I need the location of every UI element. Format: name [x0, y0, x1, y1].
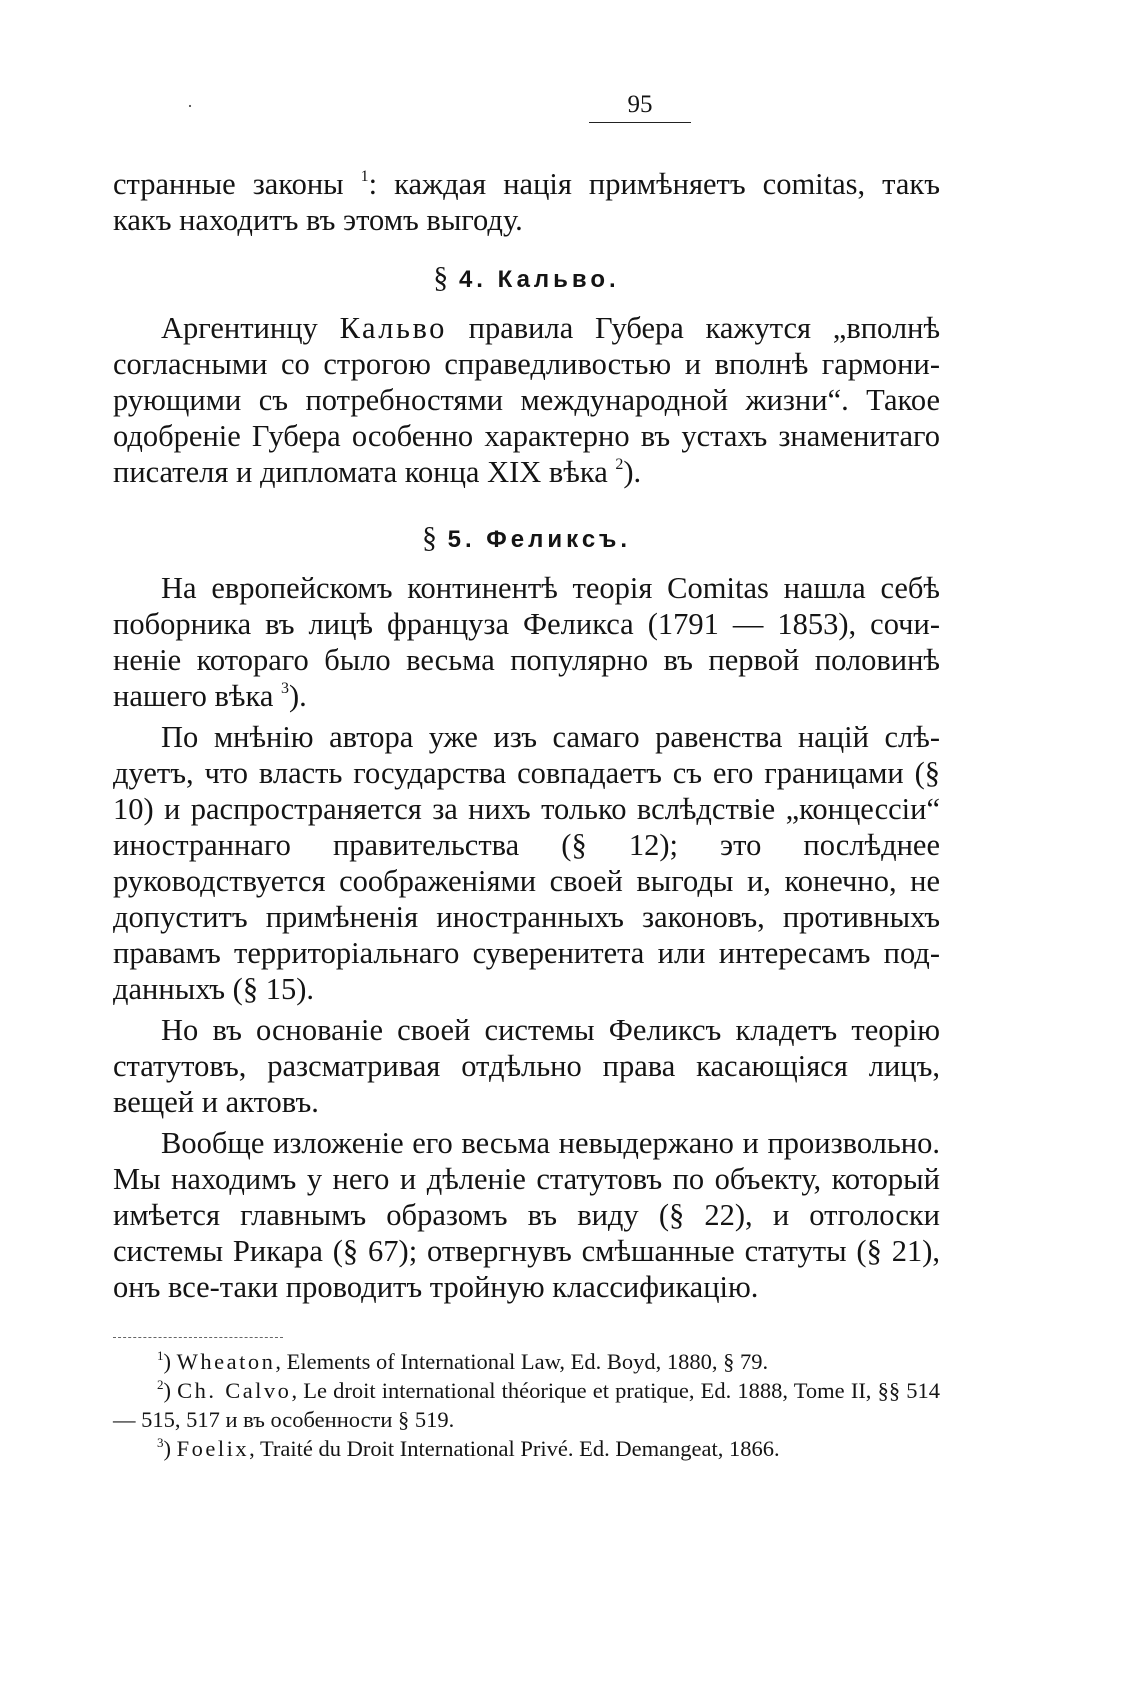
print-speck: · [187, 96, 193, 116]
footnote-marker: 2 [157, 1377, 164, 1392]
footnote-author: Wheaton [176, 1349, 276, 1374]
text-run: Аргентинцу [161, 311, 340, 345]
text-run: : каждая нація примѣняетъ comitas, такъ какъ находитъ въ этомъ выгоду. [113, 167, 940, 237]
footnote-text: , Le droit international théorique et pratique, Ed. 1888, Tome II, §§ 514 — 515, 517 и въ особенности § 519. [113, 1378, 940, 1432]
paragraph-continued [113, 166, 940, 238]
text-run: ). [289, 679, 307, 713]
footnote-ref-1[interactable]: 1 [360, 168, 369, 185]
footnote-author: Foelix [176, 1436, 250, 1461]
footnote-author: Ch. Calvo [177, 1378, 292, 1403]
footnote-divider [113, 1337, 283, 1338]
paragraph-author-opinion: По мнѣнію автора уже изъ самаго равенства націй слѣдуетъ, что власть государства совпадаетъ съ его границами (§ 10) и распространяется за нихъ только вслѣдствіе „концессіи“ иностраннаго правительства (§ 12); это послѣднее руководствуется соображеніями своей выгоды и, конечно, не допуститъ примѣненія иностранныхъ законовъ, противныхъ правамъ территоріальнаго суверенитета или интересамъ подданныхъ (§ 15). [113, 720, 940, 1006]
footnote-marker: 3 [157, 1435, 164, 1450]
text-run: правила Губера кажутся „вполнѣ согласными со строгою справедливостью и вполнѣ гармонирующими съ потребностями международной жизни“. Такое одобреніе Губера особенно характерно въ устахъ знаменитаго писателя и дипломата конца XIX вѣка [113, 311, 940, 489]
footnotes [113, 1347, 940, 1463]
footnote-2: $^2$) Ch. Calvo, Le droit international théorique et pratique, Ed. 1888, Tome II, §§ 514 — 515, 517 и въ особенности § 519. [113, 1377, 940, 1432]
footnote-3: $^3$) Foelix, Traité du Droit International Privé. Ed. Demangeat, 1866. [157, 1435, 780, 1461]
text-run: На европейскомъ континентѣ теорія Comitas нашла себѣ поборника въ лицѣ француза Феликса (1791 — 1853), сочиненіе котораго было весьма популярно въ первой половинѣ нашего вѣка [113, 571, 940, 713]
section-title: 4. Кальво. [458, 266, 620, 293]
paragraph-felix [113, 570, 940, 714]
section-heading-calvo [113, 260, 940, 298]
body-text [113, 166, 940, 1305]
footnote-marker: 1 [157, 1348, 164, 1363]
section-symbol: § [421, 521, 437, 554]
paragraph-calvo [113, 310, 940, 490]
text-run: странные законы [113, 167, 344, 201]
footnote-text: , Elements of International Law, Ed. Boyd, 1880, § 79. [275, 1349, 769, 1374]
footnote-ref-2[interactable]: 2 [615, 456, 624, 473]
footnote-1: $^1$) Wheaton, Elements of International Law, Ed. Boyd, 1880, § 79. [157, 1348, 769, 1374]
section-title: 5. Феликсъ. [447, 526, 632, 553]
footnote-text: , Traité du Droit International Privé. Ed. Demangeat, 1866. [249, 1436, 780, 1461]
person-name: Кальво [339, 311, 447, 345]
footnote-ref-3[interactable]: 3 [281, 680, 289, 697]
section-heading-felix [113, 520, 940, 558]
page-number: 95 [589, 90, 691, 123]
paragraph-general-assessment: Вообще изложеніе его весьма невыдержано и произвольно. Мы находимъ у него и дѣленіе статутовъ по объекту, который имѣется главнымъ образомъ въ виду (§ 22), и отголоски системы Рикара (§ 67); отвергнувъ смѣшанные статуты (§ 21), онъ все-таки проводитъ тройную классификацію. [113, 1126, 940, 1304]
paragraph-statutes-basis: Но въ основаніе своей системы Феликсъ кладетъ теорію статутовъ, разсматривая отдѣльно права касающіяся лицъ, вещей и актовъ. [113, 1013, 940, 1119]
text-run: ). [623, 455, 642, 489]
section-symbol: § [433, 261, 449, 294]
